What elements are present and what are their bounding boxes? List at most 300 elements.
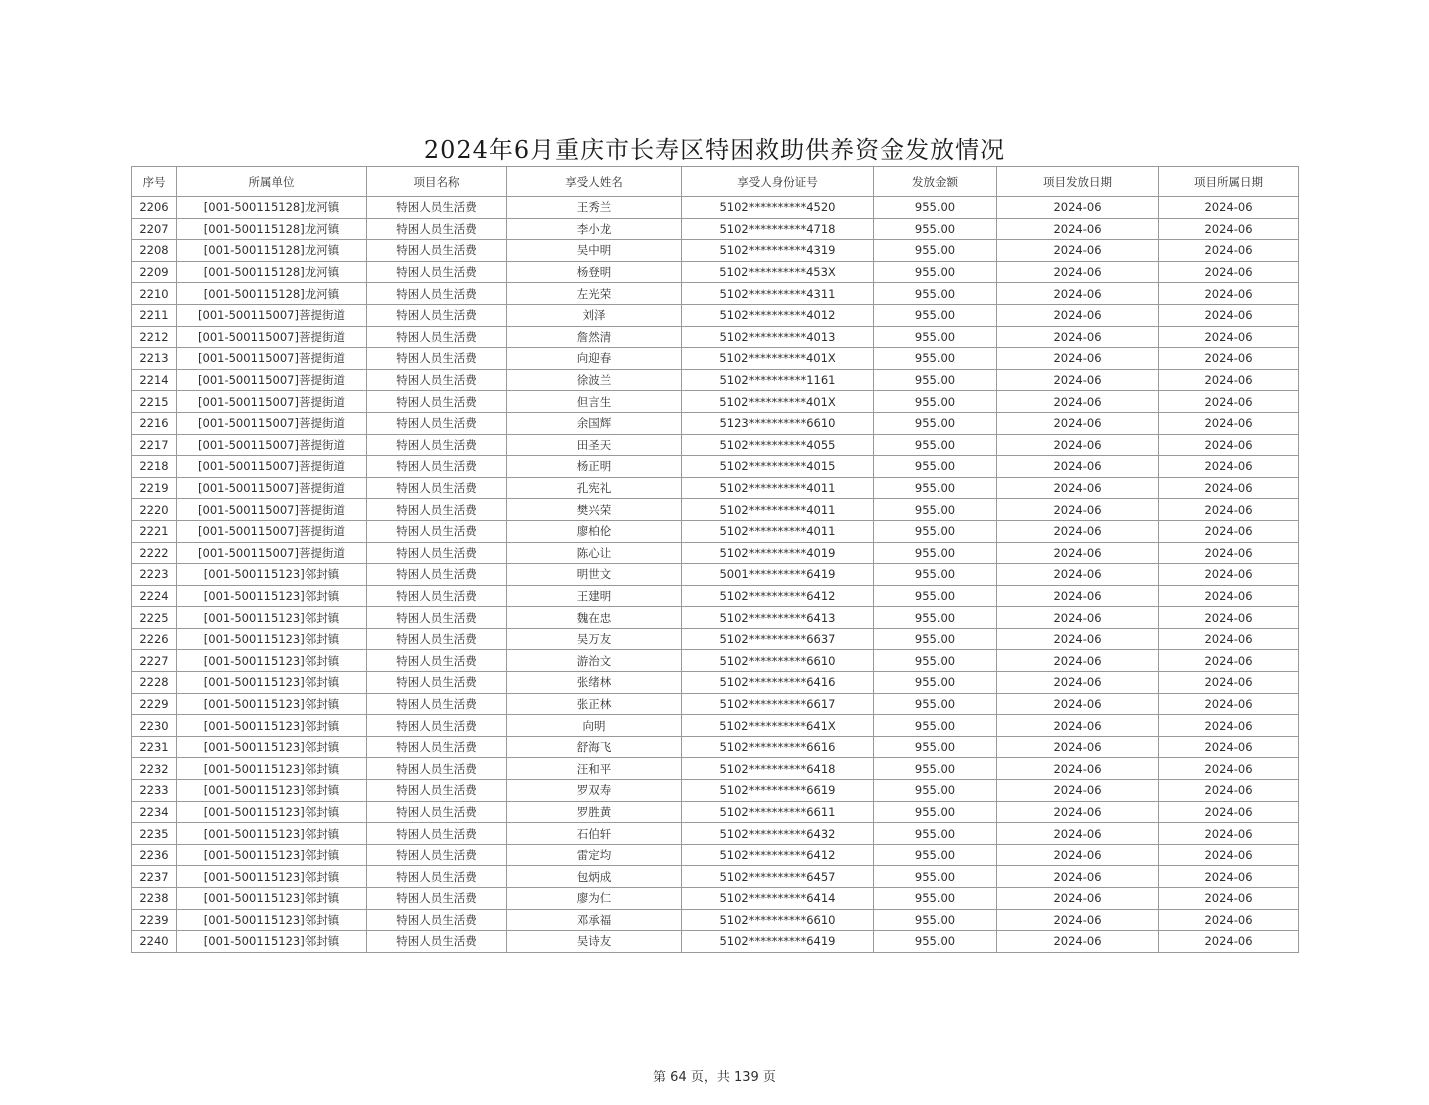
cell-index: 2209 (132, 261, 177, 283)
column-header-issue-date: 项目发放日期 (997, 167, 1159, 197)
cell-project: 特困人员生活费 (367, 283, 507, 305)
cell-id-number: 5123**********6610 (682, 412, 874, 434)
cell-index: 2223 (132, 564, 177, 586)
cell-issue-date: 2024-06 (997, 456, 1159, 478)
cell-index: 2215 (132, 391, 177, 413)
cell-unit: [001-500115123]邻封镇 (177, 780, 367, 802)
cell-issue-date: 2024-06 (997, 304, 1159, 326)
cell-project: 特困人员生活费 (367, 477, 507, 499)
cell-beneficiary-name: 廖柏伦 (507, 520, 682, 542)
cell-period-date: 2024-06 (1159, 585, 1299, 607)
cell-issue-date: 2024-06 (997, 585, 1159, 607)
cell-period-date: 2024-06 (1159, 434, 1299, 456)
column-header-beneficiary-name: 享受人姓名 (507, 167, 682, 197)
cell-index: 2226 (132, 628, 177, 650)
cell-beneficiary-name: 廖为仁 (507, 888, 682, 910)
cell-beneficiary-name: 陈心让 (507, 542, 682, 564)
cell-issue-date: 2024-06 (997, 391, 1159, 413)
cell-amount: 955.00 (874, 931, 997, 953)
cell-period-date: 2024-06 (1159, 326, 1299, 348)
cell-project: 特困人员生活费 (367, 844, 507, 866)
cell-project: 特困人员生活费 (367, 801, 507, 823)
cell-id-number: 5102**********6457 (682, 866, 874, 888)
cell-issue-date: 2024-06 (997, 736, 1159, 758)
cell-project: 特困人员生活费 (367, 650, 507, 672)
cell-index: 2212 (132, 326, 177, 348)
cell-beneficiary-name: 包炳成 (507, 866, 682, 888)
table-row (132, 283, 1299, 305)
cell-issue-date: 2024-06 (997, 909, 1159, 931)
cell-unit: [001-500115123]邻封镇 (177, 736, 367, 758)
cell-period-date: 2024-06 (1159, 564, 1299, 586)
cell-project: 特困人员生活费 (367, 304, 507, 326)
cell-unit: [001-500115007]菩提街道 (177, 412, 367, 434)
cell-issue-date: 2024-06 (997, 650, 1159, 672)
cell-id-number: 5102**********6419 (682, 931, 874, 953)
cell-id-number: 5102**********6610 (682, 650, 874, 672)
cell-project: 特困人员生活费 (367, 412, 507, 434)
column-header-id-number: 享受人身份证号 (682, 167, 874, 197)
cell-index: 2233 (132, 780, 177, 802)
cell-period-date: 2024-06 (1159, 412, 1299, 434)
table-row (132, 628, 1299, 650)
cell-project: 特困人员生活费 (367, 456, 507, 478)
table-row (132, 240, 1299, 262)
cell-beneficiary-name: 向迎春 (507, 348, 682, 370)
cell-project: 特困人员生活费 (367, 672, 507, 694)
cell-unit: [001-500115128]龙河镇 (177, 218, 367, 240)
cell-id-number: 5102**********6616 (682, 736, 874, 758)
cell-id-number: 5102**********6432 (682, 823, 874, 845)
cell-id-number: 5102**********6619 (682, 780, 874, 802)
cell-unit: [001-500115007]菩提街道 (177, 369, 367, 391)
cell-project: 特困人员生活费 (367, 520, 507, 542)
cell-project: 特困人员生活费 (367, 607, 507, 629)
cell-project: 特困人员生活费 (367, 564, 507, 586)
cell-id-number: 5001**********6419 (682, 564, 874, 586)
cell-beneficiary-name: 刘泽 (507, 304, 682, 326)
cell-period-date: 2024-06 (1159, 218, 1299, 240)
cell-index: 2239 (132, 909, 177, 931)
cell-issue-date: 2024-06 (997, 607, 1159, 629)
table-row (132, 304, 1299, 326)
table-row (132, 391, 1299, 413)
cell-period-date: 2024-06 (1159, 693, 1299, 715)
cell-issue-date: 2024-06 (997, 672, 1159, 694)
cell-issue-date: 2024-06 (997, 758, 1159, 780)
cell-amount: 955.00 (874, 628, 997, 650)
cell-amount: 955.00 (874, 434, 997, 456)
cell-amount: 955.00 (874, 780, 997, 802)
cell-amount: 955.00 (874, 909, 997, 931)
cell-beneficiary-name: 田圣天 (507, 434, 682, 456)
cell-beneficiary-name: 王建明 (507, 585, 682, 607)
table-row (132, 866, 1299, 888)
cell-id-number: 5102**********4013 (682, 326, 874, 348)
cell-id-number: 5102**********641X (682, 715, 874, 737)
cell-id-number: 5102**********4520 (682, 197, 874, 219)
cell-project: 特困人员生活费 (367, 326, 507, 348)
cell-unit: [001-500115007]菩提街道 (177, 477, 367, 499)
cell-project: 特困人员生活费 (367, 434, 507, 456)
cell-issue-date: 2024-06 (997, 866, 1159, 888)
cell-period-date: 2024-06 (1159, 780, 1299, 802)
cell-index: 2227 (132, 650, 177, 672)
column-header-project: 项目名称 (367, 167, 507, 197)
cell-index: 2231 (132, 736, 177, 758)
cell-index: 2237 (132, 866, 177, 888)
cell-beneficiary-name: 詹然清 (507, 326, 682, 348)
cell-issue-date: 2024-06 (997, 715, 1159, 737)
cell-amount: 955.00 (874, 801, 997, 823)
cell-index: 2206 (132, 197, 177, 219)
cell-project: 特困人员生活费 (367, 585, 507, 607)
cell-unit: [001-500115123]邻封镇 (177, 628, 367, 650)
cell-amount: 955.00 (874, 369, 997, 391)
cell-issue-date: 2024-06 (997, 888, 1159, 910)
table-row (132, 931, 1299, 953)
cell-unit: [001-500115007]菩提街道 (177, 326, 367, 348)
cell-amount: 955.00 (874, 348, 997, 370)
cell-id-number: 5102**********4055 (682, 434, 874, 456)
table-row (132, 715, 1299, 737)
table-row (132, 412, 1299, 434)
cell-unit: [001-500115007]菩提街道 (177, 499, 367, 521)
cell-project: 特困人员生活费 (367, 758, 507, 780)
cell-index: 2234 (132, 801, 177, 823)
cell-issue-date: 2024-06 (997, 780, 1159, 802)
cell-period-date: 2024-06 (1159, 931, 1299, 953)
cell-index: 2216 (132, 412, 177, 434)
cell-beneficiary-name: 吴诗友 (507, 931, 682, 953)
cell-id-number: 5102**********4311 (682, 283, 874, 305)
cell-unit: [001-500115123]邻封镇 (177, 823, 367, 845)
cell-amount: 955.00 (874, 391, 997, 413)
cell-index: 2219 (132, 477, 177, 499)
cell-index: 2240 (132, 931, 177, 953)
cell-beneficiary-name: 杨登明 (507, 261, 682, 283)
cell-period-date: 2024-06 (1159, 304, 1299, 326)
cell-unit: [001-500115123]邻封镇 (177, 909, 367, 931)
table-row (132, 326, 1299, 348)
cell-index: 2220 (132, 499, 177, 521)
cell-index: 2222 (132, 542, 177, 564)
cell-beneficiary-name: 雷定均 (507, 844, 682, 866)
table-row (132, 844, 1299, 866)
cell-amount: 955.00 (874, 564, 997, 586)
cell-period-date: 2024-06 (1159, 197, 1299, 219)
cell-unit: [001-500115128]龙河镇 (177, 283, 367, 305)
table-row (132, 542, 1299, 564)
table-row (132, 197, 1299, 219)
cell-unit: [001-500115123]邻封镇 (177, 585, 367, 607)
cell-beneficiary-name: 魏在忠 (507, 607, 682, 629)
cell-issue-date: 2024-06 (997, 326, 1159, 348)
cell-beneficiary-name: 张正林 (507, 693, 682, 715)
cell-amount: 955.00 (874, 844, 997, 866)
cell-issue-date: 2024-06 (997, 477, 1159, 499)
cell-issue-date: 2024-06 (997, 542, 1159, 564)
cell-beneficiary-name: 徐波兰 (507, 369, 682, 391)
cell-beneficiary-name: 罗双寿 (507, 780, 682, 802)
cell-period-date: 2024-06 (1159, 650, 1299, 672)
cell-amount: 955.00 (874, 650, 997, 672)
table-row (132, 261, 1299, 283)
page-number: 第 64 页，共 139 页 (653, 1070, 776, 1085)
cell-index: 2230 (132, 715, 177, 737)
cell-id-number: 5102**********6416 (682, 672, 874, 694)
cell-id-number: 5102**********6418 (682, 758, 874, 780)
table-row (132, 736, 1299, 758)
cell-period-date: 2024-06 (1159, 823, 1299, 845)
table-row (132, 909, 1299, 931)
cell-issue-date: 2024-06 (997, 283, 1159, 305)
cell-index: 2211 (132, 304, 177, 326)
table-row (132, 218, 1299, 240)
table-row (132, 607, 1299, 629)
cell-unit: [001-500115123]邻封镇 (177, 607, 367, 629)
cell-issue-date: 2024-06 (997, 218, 1159, 240)
column-header-unit: 所属单位 (177, 167, 367, 197)
cell-period-date: 2024-06 (1159, 801, 1299, 823)
cell-issue-date: 2024-06 (997, 434, 1159, 456)
cell-unit: [001-500115007]菩提街道 (177, 520, 367, 542)
cell-amount: 955.00 (874, 240, 997, 262)
cell-period-date: 2024-06 (1159, 866, 1299, 888)
cell-period-date: 2024-06 (1159, 607, 1299, 629)
cell-beneficiary-name: 孔宪礼 (507, 477, 682, 499)
table-row (132, 477, 1299, 499)
cell-issue-date: 2024-06 (997, 628, 1159, 650)
cell-unit: [001-500115123]邻封镇 (177, 844, 367, 866)
cell-period-date: 2024-06 (1159, 758, 1299, 780)
cell-beneficiary-name: 明世文 (507, 564, 682, 586)
cell-amount: 955.00 (874, 758, 997, 780)
cell-beneficiary-name: 吴万友 (507, 628, 682, 650)
cell-unit: [001-500115123]邻封镇 (177, 715, 367, 737)
cell-index: 2214 (132, 369, 177, 391)
cell-amount: 955.00 (874, 304, 997, 326)
page-title: 2024年6月重庆市长寿区特困救助供养资金发放情况 (423, 136, 1006, 164)
table-row (132, 801, 1299, 823)
cell-project: 特困人员生活费 (367, 240, 507, 262)
cell-period-date: 2024-06 (1159, 844, 1299, 866)
cell-id-number: 5102**********4011 (682, 520, 874, 542)
cell-amount: 955.00 (874, 607, 997, 629)
cell-unit: [001-500115123]邻封镇 (177, 672, 367, 694)
cell-amount: 955.00 (874, 499, 997, 521)
table-row (132, 348, 1299, 370)
cell-project: 特困人员生活费 (367, 628, 507, 650)
cell-amount: 955.00 (874, 585, 997, 607)
cell-id-number: 5102**********1161 (682, 369, 874, 391)
table-row (132, 564, 1299, 586)
cell-project: 特困人员生活费 (367, 931, 507, 953)
cell-amount: 955.00 (874, 715, 997, 737)
cell-amount: 955.00 (874, 283, 997, 305)
cell-period-date: 2024-06 (1159, 736, 1299, 758)
table-row (132, 693, 1299, 715)
cell-beneficiary-name: 左光荣 (507, 283, 682, 305)
cell-amount: 955.00 (874, 736, 997, 758)
cell-index: 2228 (132, 672, 177, 694)
cell-period-date: 2024-06 (1159, 283, 1299, 305)
cell-period-date: 2024-06 (1159, 542, 1299, 564)
cell-amount: 955.00 (874, 456, 997, 478)
cell-id-number: 5102**********401X (682, 391, 874, 413)
cell-id-number: 5102**********4019 (682, 542, 874, 564)
cell-beneficiary-name: 汪和平 (507, 758, 682, 780)
cell-period-date: 2024-06 (1159, 261, 1299, 283)
cell-issue-date: 2024-06 (997, 801, 1159, 823)
cell-issue-date: 2024-06 (997, 412, 1159, 434)
cell-unit: [001-500115007]菩提街道 (177, 391, 367, 413)
column-header-index: 序号 (132, 167, 177, 197)
cell-unit: [001-500115123]邻封镇 (177, 650, 367, 672)
cell-unit: [001-500115007]菩提街道 (177, 542, 367, 564)
cell-index: 2221 (132, 520, 177, 542)
cell-period-date: 2024-06 (1159, 456, 1299, 478)
table-row (132, 823, 1299, 845)
table-body (132, 197, 1299, 953)
cell-amount: 955.00 (874, 326, 997, 348)
cell-project: 特困人员生活费 (367, 780, 507, 802)
cell-project: 特困人员生活费 (367, 218, 507, 240)
cell-id-number: 5102**********6637 (682, 628, 874, 650)
column-header-amount: 发放金额 (874, 167, 997, 197)
cell-beneficiary-name: 余国辉 (507, 412, 682, 434)
cell-index: 2217 (132, 434, 177, 456)
cell-amount: 955.00 (874, 672, 997, 694)
cell-index: 2207 (132, 218, 177, 240)
cell-period-date: 2024-06 (1159, 520, 1299, 542)
cell-index: 2225 (132, 607, 177, 629)
cell-project: 特困人员生活费 (367, 369, 507, 391)
cell-period-date: 2024-06 (1159, 672, 1299, 694)
cell-beneficiary-name: 樊兴荣 (507, 499, 682, 521)
cell-amount: 955.00 (874, 218, 997, 240)
cell-issue-date: 2024-06 (997, 931, 1159, 953)
cell-project: 特困人员生活费 (367, 542, 507, 564)
cell-project: 特困人员生活费 (367, 866, 507, 888)
cell-id-number: 5102**********4011 (682, 499, 874, 521)
table-row (132, 888, 1299, 910)
cell-unit: [001-500115007]菩提街道 (177, 304, 367, 326)
table-row (132, 650, 1299, 672)
cell-project: 特困人员生活费 (367, 823, 507, 845)
cell-index: 2238 (132, 888, 177, 910)
cell-project: 特困人员生活费 (367, 261, 507, 283)
cell-beneficiary-name: 张绪林 (507, 672, 682, 694)
cell-beneficiary-name: 游治文 (507, 650, 682, 672)
cell-period-date: 2024-06 (1159, 477, 1299, 499)
cell-beneficiary-name: 杨正明 (507, 456, 682, 478)
cell-project: 特困人员生活费 (367, 391, 507, 413)
cell-index: 2208 (132, 240, 177, 262)
cell-id-number: 5102**********6413 (682, 607, 874, 629)
cell-amount: 955.00 (874, 823, 997, 845)
cell-project: 特困人员生活费 (367, 909, 507, 931)
cell-id-number: 5102**********4012 (682, 304, 874, 326)
cell-unit: [001-500115123]邻封镇 (177, 931, 367, 953)
cell-index: 2232 (132, 758, 177, 780)
cell-id-number: 5102**********401X (682, 348, 874, 370)
cell-id-number: 5102**********4718 (682, 218, 874, 240)
cell-beneficiary-name: 但言生 (507, 391, 682, 413)
cell-unit: [001-500115123]邻封镇 (177, 888, 367, 910)
cell-period-date: 2024-06 (1159, 888, 1299, 910)
cell-period-date: 2024-06 (1159, 715, 1299, 737)
cell-amount: 955.00 (874, 693, 997, 715)
cell-issue-date: 2024-06 (997, 499, 1159, 521)
cell-id-number: 5102**********6412 (682, 585, 874, 607)
cell-id-number: 5102**********6414 (682, 888, 874, 910)
cell-index: 2213 (132, 348, 177, 370)
cell-id-number: 5102**********453X (682, 261, 874, 283)
table-row (132, 369, 1299, 391)
cell-unit: [001-500115123]邻封镇 (177, 564, 367, 586)
cell-period-date: 2024-06 (1159, 499, 1299, 521)
cell-id-number: 5102**********6610 (682, 909, 874, 931)
table-row (132, 672, 1299, 694)
cell-issue-date: 2024-06 (997, 564, 1159, 586)
cell-amount: 955.00 (874, 520, 997, 542)
table-row (132, 758, 1299, 780)
cell-issue-date: 2024-06 (997, 369, 1159, 391)
cell-id-number: 5102**********4319 (682, 240, 874, 262)
cell-beneficiary-name: 王秀兰 (507, 197, 682, 219)
cell-amount: 955.00 (874, 866, 997, 888)
table-header-row (132, 167, 1299, 197)
cell-beneficiary-name: 李小龙 (507, 218, 682, 240)
cell-amount: 955.00 (874, 542, 997, 564)
cell-unit: [001-500115123]邻封镇 (177, 866, 367, 888)
cell-period-date: 2024-06 (1159, 909, 1299, 931)
cell-index: 2235 (132, 823, 177, 845)
cell-amount: 955.00 (874, 412, 997, 434)
table-row (132, 434, 1299, 456)
cell-beneficiary-name: 向明 (507, 715, 682, 737)
cell-beneficiary-name: 吴中明 (507, 240, 682, 262)
table-row (132, 780, 1299, 802)
cell-id-number: 5102**********6412 (682, 844, 874, 866)
cell-project: 特困人员生活费 (367, 197, 507, 219)
cell-amount: 955.00 (874, 888, 997, 910)
cell-beneficiary-name: 石伯轩 (507, 823, 682, 845)
cell-index: 2229 (132, 693, 177, 715)
cell-project: 特困人员生活费 (367, 736, 507, 758)
cell-issue-date: 2024-06 (997, 261, 1159, 283)
cell-unit: [001-500115123]邻封镇 (177, 693, 367, 715)
cell-id-number: 5102**********4011 (682, 477, 874, 499)
cell-period-date: 2024-06 (1159, 240, 1299, 262)
cell-unit: [001-500115123]邻封镇 (177, 758, 367, 780)
cell-project: 特困人员生活费 (367, 693, 507, 715)
table-row (132, 499, 1299, 521)
cell-beneficiary-name: 邓承福 (507, 909, 682, 931)
cell-issue-date: 2024-06 (997, 693, 1159, 715)
cell-issue-date: 2024-06 (997, 240, 1159, 262)
table-row (132, 585, 1299, 607)
cell-period-date: 2024-06 (1159, 348, 1299, 370)
cell-unit: [001-500115007]菩提街道 (177, 434, 367, 456)
cell-beneficiary-name: 舒海飞 (507, 736, 682, 758)
cell-amount: 955.00 (874, 261, 997, 283)
cell-index: 2218 (132, 456, 177, 478)
column-header-period-date: 项目所属日期 (1159, 167, 1299, 197)
cell-id-number: 5102**********4015 (682, 456, 874, 478)
cell-id-number: 5102**********6617 (682, 693, 874, 715)
